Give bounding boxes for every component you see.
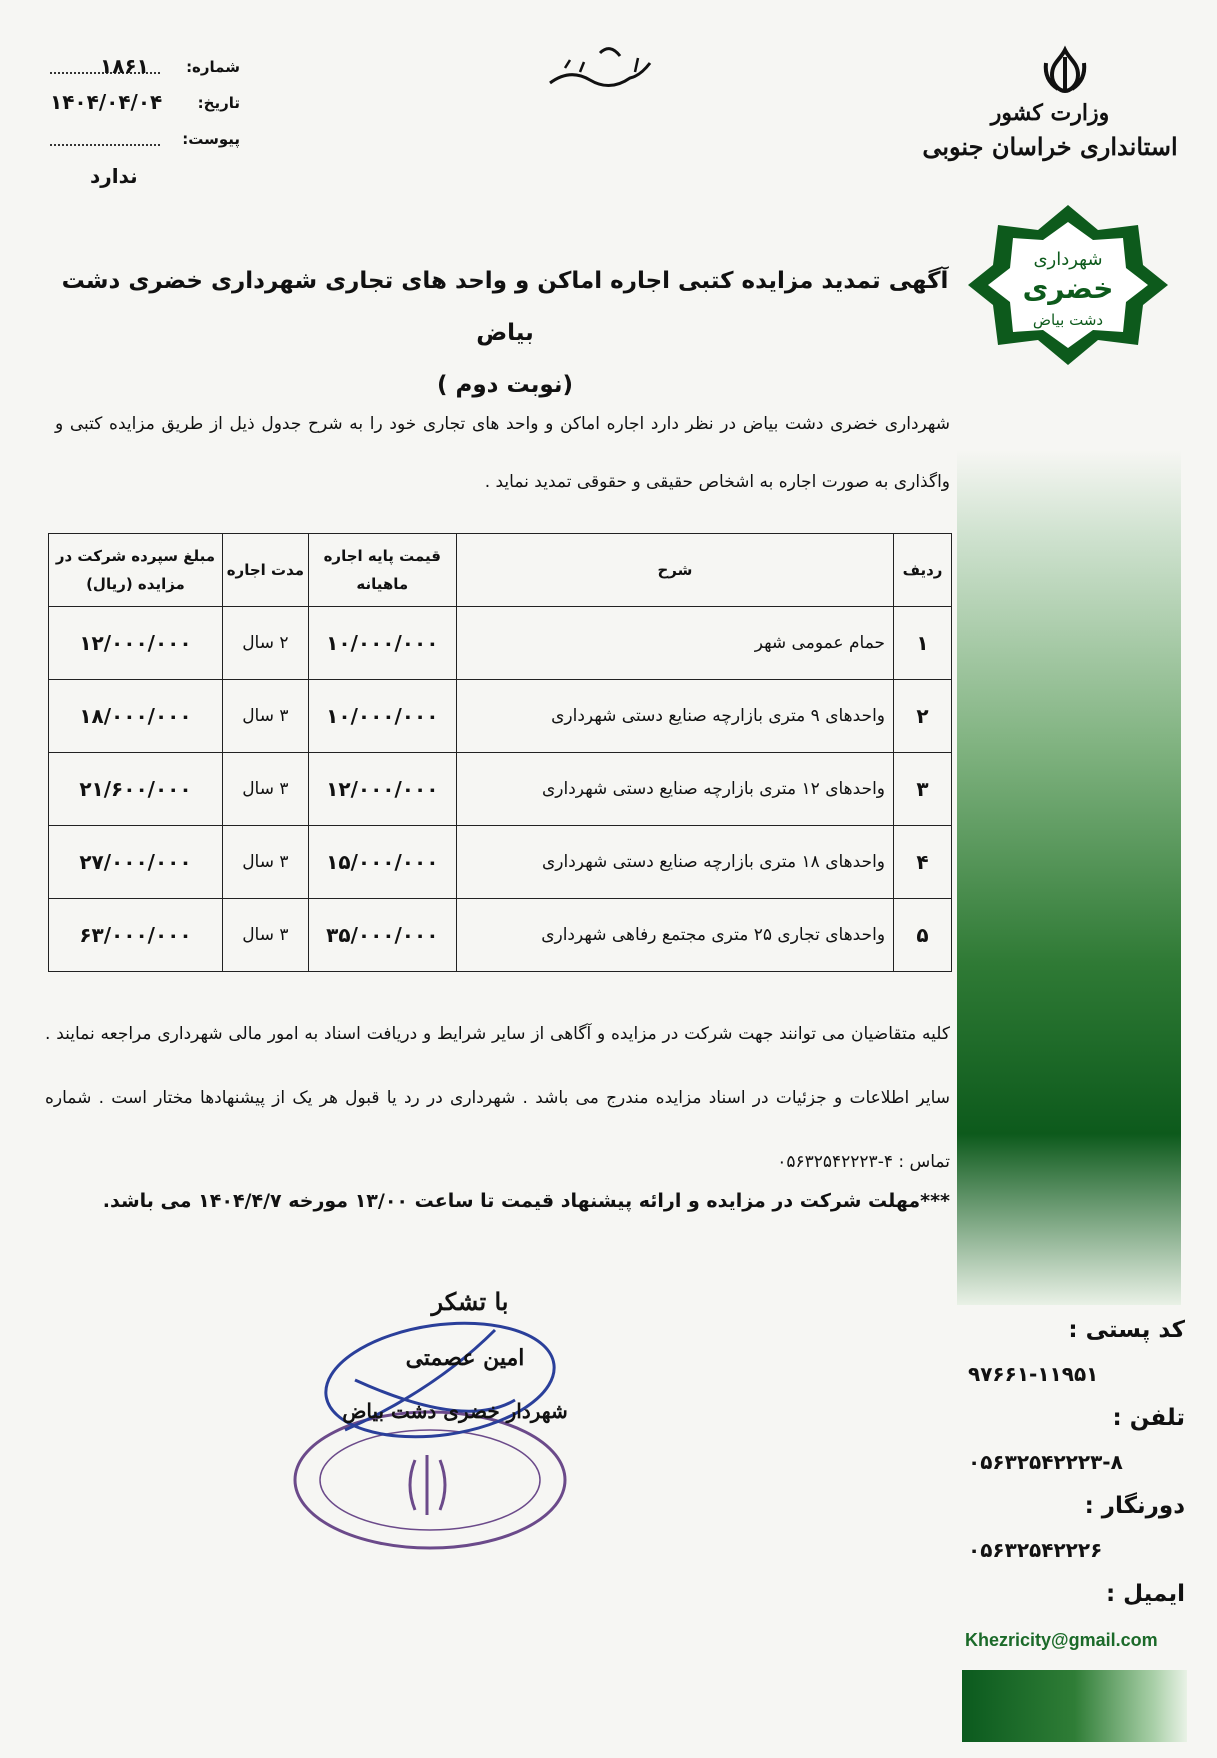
date-row: [50, 90, 240, 130]
logo-line3: دشت بیاض: [1032, 311, 1104, 329]
stamp-outline: [295, 1412, 565, 1548]
notice-title: [60, 255, 950, 411]
row-desc: حمام عمومی شهر: [456, 607, 893, 680]
decorative-green-band: [957, 450, 1181, 1305]
basmala-calligraphy: [540, 38, 660, 98]
row-deposit: ۱۸/۰۰۰/۰۰۰: [49, 680, 223, 753]
signatory-name: امین عصمتی: [405, 1345, 525, 1371]
municipality-logo: [963, 200, 1173, 370]
table-row: [49, 607, 952, 680]
attachment-label: پیوست:: [182, 130, 240, 148]
row-duration: ۳ سال: [222, 899, 308, 972]
letter-meta: [50, 54, 240, 188]
row-no: ۴: [894, 826, 952, 899]
phone-value: ۰۵۶۳۲۵۴۲۲۲۳-۸: [968, 1450, 1123, 1474]
iran-emblem-icon: [1040, 45, 1090, 95]
row-price: ۱۰/۰۰۰/۰۰۰: [308, 607, 456, 680]
date-label: تاریخ:: [197, 94, 240, 112]
row-desc: واحدهای تجاری ۲۵ متری مجتمع رفاهی شهرداری: [456, 899, 893, 972]
row-deposit: ۶۳/۰۰۰/۰۰۰: [49, 899, 223, 972]
table-header-row: [49, 534, 952, 607]
postal-label: کد پستی :: [1068, 1317, 1185, 1343]
header-deposit: مبلغ سپرده شرکت در مزایده (ریال): [49, 534, 223, 607]
stamp-emblem-icon: [410, 1455, 445, 1515]
fax-value: ۰۵۶۳۲۵۴۲۲۲۶: [968, 1538, 1103, 1562]
table-row: [49, 899, 952, 972]
row-price: ۱۰/۰۰۰/۰۰۰: [308, 680, 456, 753]
row-no: ۱: [894, 607, 952, 680]
row-price: ۱۵/۰۰۰/۰۰۰: [308, 826, 456, 899]
row-no: ۵: [894, 899, 952, 972]
row-deposit: ۲۷/۰۰۰/۰۰۰: [49, 826, 223, 899]
row-desc: واحدهای ۱۲ متری بازارچه صنایع دستی شهرداری: [456, 753, 893, 826]
row-duration: ۳ سال: [222, 753, 308, 826]
row-duration: ۲ سال: [222, 607, 308, 680]
postal-value: ۹۷۶۶۱-۱۱۹۵۱: [968, 1362, 1099, 1386]
email-label: ایمیل :: [1105, 1581, 1185, 1607]
attachment-row: [50, 130, 240, 166]
attachment-value: ندارد: [90, 164, 138, 188]
row-deposit: ۱۲/۰۰۰/۰۰۰: [49, 607, 223, 680]
auction-table: [48, 533, 952, 972]
logo-line2: خضری: [1022, 272, 1114, 305]
row-desc: واحدهای ۱۸ متری بازارچه صنایع دستی شهرداری: [456, 826, 893, 899]
signatory-title: شهردار خضری دشت بیاض: [342, 1399, 568, 1423]
email-value[interactable]: Khezricity@gmail.com: [965, 1630, 1158, 1650]
signature-and-stamp: [265, 1270, 595, 1600]
svg-text:بسمه تعالی: بسمه تعالی: [600, 96, 605, 97]
title-line2: (نوبت دوم ): [436, 372, 574, 398]
number-row: [50, 54, 240, 94]
header-row-no: ردیف: [894, 534, 952, 607]
row-duration: ۳ سال: [222, 680, 308, 753]
blue-signature-loop: [318, 1310, 561, 1451]
header-base-price: قیمت پایه اجاره ماهیانه: [308, 534, 456, 607]
header-duration: مدت اجاره: [222, 534, 308, 607]
ministry-name: وزارت کشور: [990, 100, 1110, 126]
decorative-green-footer: [962, 1670, 1187, 1742]
row-desc: واحدهای ۹ متری بازارچه صنایع دستی شهرداری: [456, 680, 893, 753]
signature-thanks: با تشکر: [431, 1287, 509, 1316]
row-price: ۳۵/۰۰۰/۰۰۰: [308, 899, 456, 972]
conditions-paragraph: کلیه متقاضیان می توانند جهت شرکت در مزایده و آگاهی از سایر شرایط و دریافت اسناد به امور مالی شهرداری مراجعه نمایند . سایر اطلاعات و جزئیات در اسناد مزایده مندرج می باشد . شهرداری در رد یا قبول هر یک از پیشنهادها مختار است . شماره تماس : ۴-۰۵۶۳۲۵۴۲۲۲۳: [45, 1024, 950, 1172]
row-no: ۲: [894, 680, 952, 753]
row-price: ۱۲/۰۰۰/۰۰۰: [308, 753, 456, 826]
phone-label: تلفن :: [1112, 1405, 1185, 1431]
row-no: ۳: [894, 753, 952, 826]
table-row: [49, 680, 952, 753]
contact-block: [960, 1308, 1190, 1616]
governorate-name: استانداری خراسان جنوبی: [922, 132, 1178, 161]
number-value: ۱۸۶۱: [100, 54, 149, 78]
row-duration: ۳ سال: [222, 826, 308, 899]
intro-paragraph: شهرداری خضری دشت بیاض در نظر دارد اجاره اماکن و واحد های تجاری خود را به شرح جدول ذیل از طریق مزایده کتبی و واگذاری به صورت اجاره به اشخاص حقیقی و حقوقی تمدید نماید .: [55, 414, 950, 492]
table-row: [49, 753, 952, 826]
date-value: ۱۴۰۴/۰۴/۰۴: [50, 90, 163, 114]
row-deposit: ۲۱/۶۰۰/۰۰۰: [49, 753, 223, 826]
title-line1: آگهی تمدید مزایده کتبی اجاره اماکن و واحد های تجاری شهرداری خضری دشت بیاض: [61, 268, 949, 346]
logo-line1: شهرداری: [1033, 249, 1103, 270]
fax-label: دورنگار :: [1084, 1493, 1185, 1519]
header-desc: شرح: [456, 534, 893, 607]
ministry-header: [920, 100, 1180, 161]
table-row: [49, 826, 952, 899]
deadline-note: ***مهلت شرکت در مزایده و ارائه پیشنهاد قیمت تا ساعت ۱۳/۰۰ مورخه ۱۴۰۴/۴/۷ می باشد.: [102, 1190, 950, 1212]
number-label: شماره:: [186, 58, 240, 76]
